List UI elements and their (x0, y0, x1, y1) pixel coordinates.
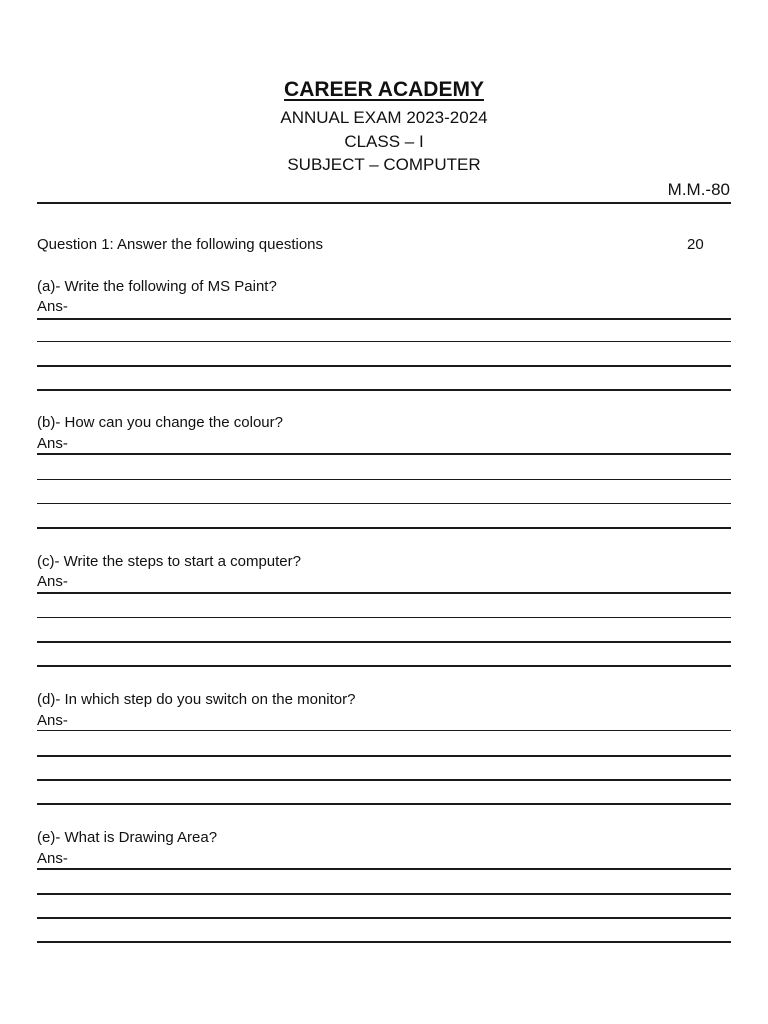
answer-line (37, 779, 731, 781)
answer-line (37, 641, 731, 643)
answer-line (37, 755, 731, 757)
answer-label-a: Ans- (37, 298, 68, 315)
answer-line (37, 389, 731, 391)
answer-line (37, 730, 731, 731)
answer-line (37, 941, 731, 943)
section-marks: 20 (687, 236, 704, 253)
answer-label-b: Ans- (37, 435, 68, 452)
max-marks: M.M.-80 (667, 180, 730, 199)
answer-line (37, 868, 731, 870)
section-title: Question 1: Answer the following questions (37, 236, 324, 253)
class-label: CLASS – I (344, 132, 424, 151)
answer-label-e: Ans- (37, 850, 68, 867)
answer-line (37, 665, 731, 667)
question-d: (d)- In which step do you switch on the monitor? (37, 691, 356, 708)
answer-label-d: Ans- (37, 712, 68, 729)
answer-line (37, 592, 731, 594)
answer-line (37, 479, 731, 480)
exam-title: ANNUAL EXAM 2023-2024 (280, 108, 488, 127)
answer-line (37, 527, 731, 529)
question-c: (c)- Write the steps to start a computer? (37, 553, 301, 570)
answer-line (37, 803, 731, 805)
question-b: (b)- How can you change the colour? (37, 414, 283, 431)
answer-line (37, 341, 731, 342)
answer-label-c: Ans- (37, 573, 68, 590)
answer-line (37, 617, 731, 618)
answer-line (37, 453, 731, 455)
answer-line (37, 365, 731, 367)
answer-line (37, 318, 731, 320)
answer-line (37, 917, 731, 919)
answer-line (37, 503, 731, 504)
subject-label: SUBJECT – COMPUTER (287, 155, 481, 174)
question-a: (a)- Write the following of MS Paint? (37, 278, 277, 295)
header-divider (37, 202, 731, 204)
school-name: CAREER ACADEMY (284, 78, 484, 101)
answer-line (37, 893, 731, 895)
question-e: (e)- What is Drawing Area? (37, 829, 218, 846)
